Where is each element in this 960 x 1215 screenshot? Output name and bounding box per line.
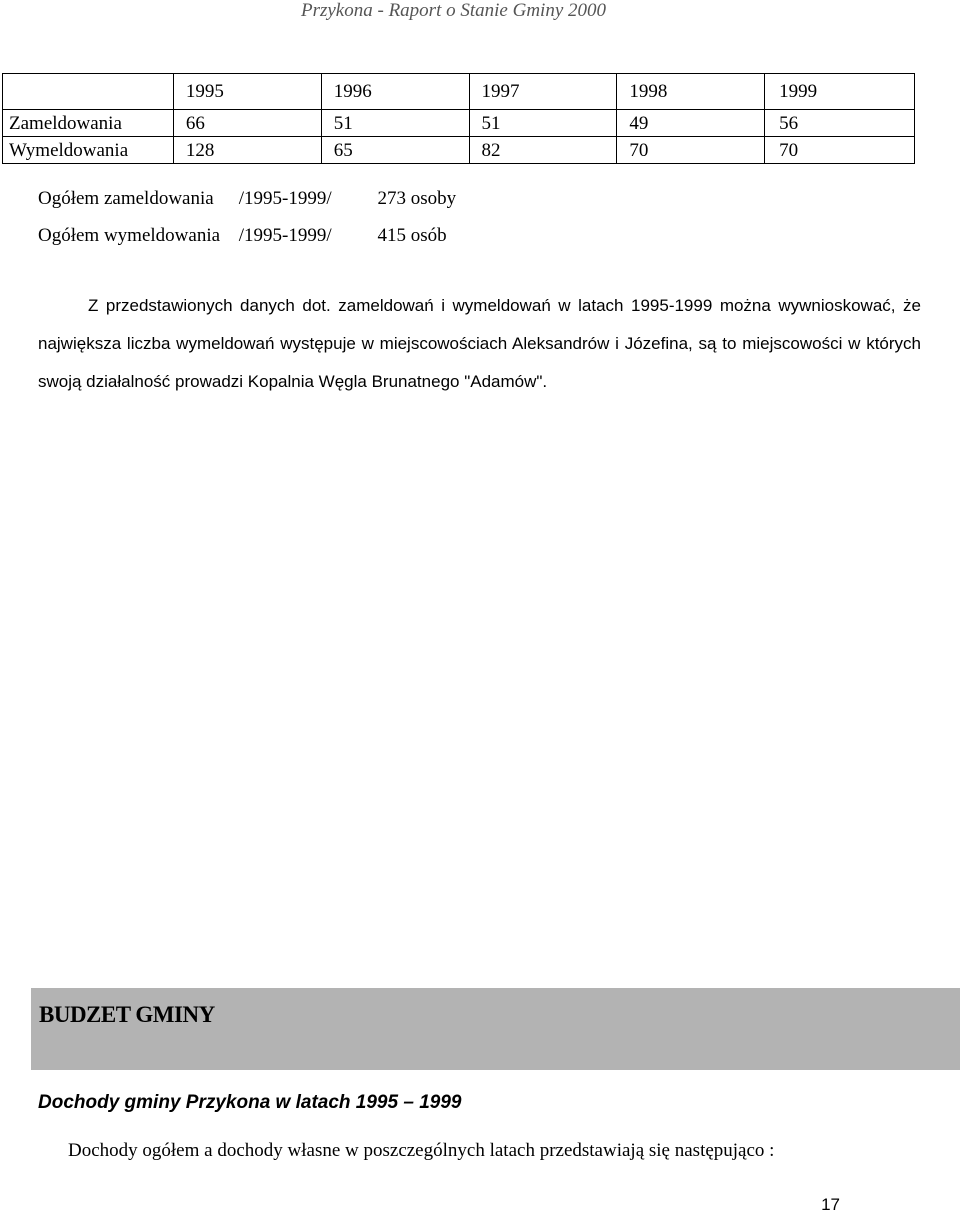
table-header-row [3,74,915,110]
table-row [3,137,915,164]
table-row [3,110,915,137]
row-label: Wymeldowania [3,137,174,164]
total-value: 273 osoby [377,188,457,209]
intro-text: Dochody ogółem a dochody własne w poszczególnych latach przedstawiają się następująco : [68,1140,775,1161]
table-cell: 70 [765,137,915,164]
paragraph-text: Z przedstawionych danych dot. zameldowań i wymeldowań w latach 1995-1999 można wywnioskować, że największa liczba wymeldowań występuje w miejscowościach Aleksandrów i Józefina, są to miejscowości w których swoją działalność prowadzi Kopalnia Węgla Brunatnego "Adamów". [38,296,921,391]
column-header: 1999 [765,74,915,110]
migration-table [2,73,915,164]
total-range: /1995-1999/ [238,225,332,246]
table-cell: 66 [173,110,321,137]
column-header: 1995 [173,74,321,110]
column-header: 1996 [321,74,469,110]
section-band [31,988,960,1070]
table-cell: 56 [765,110,915,137]
total-deregistrations [38,225,447,247]
row-label: Zameldowania [3,110,174,137]
table-cell: 70 [617,137,765,164]
table-cell: 82 [469,137,617,164]
column-header: 1997 [469,74,617,110]
section-title: BUDZET GMINY [39,1002,215,1027]
total-range: /1995-1999/ [238,188,332,209]
table-cell: 51 [469,110,617,137]
total-registrations [38,188,456,210]
table-cell: 49 [617,110,765,137]
table-cell: 128 [173,137,321,164]
total-value: 415 osób [377,225,447,246]
column-header [3,74,174,110]
column-header: 1998 [617,74,765,110]
table-cell: 51 [321,110,469,137]
page-number: 17 [821,1195,840,1214]
total-label: Ogółem wymeldowania [38,225,221,246]
summary-paragraph [38,287,921,401]
page-header: Przykona - Raport o Stanie Gminy 2000 [300,0,606,21]
total-label: Ogółem zameldowania [38,188,214,209]
table-cell: 65 [321,137,469,164]
subheading: Dochody gminy Przykona w latach 1995 – 1999 [38,1092,462,1113]
